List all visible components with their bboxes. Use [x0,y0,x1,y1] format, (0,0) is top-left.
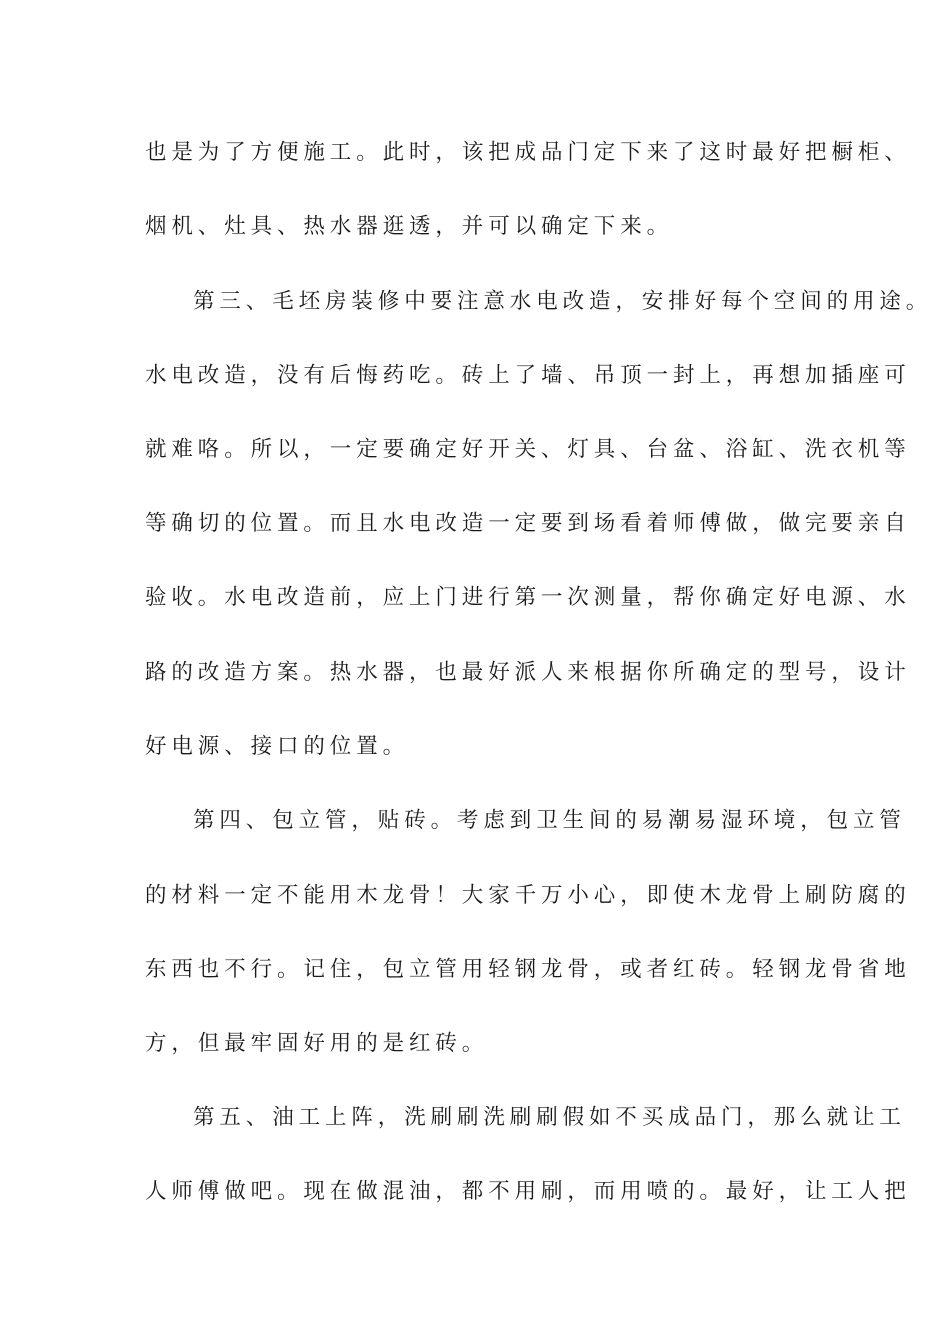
text-line-15: 人师傅做吧。现在做混油，都不用刷，而用喷的。最好，让工人把 [145,1179,911,1204]
text-line-12: 东西也不行。记住，包立管用轻钢龙骨，或者红砖。轻钢龙骨省地 [145,957,911,982]
paragraph-5-start: 第五、油工上阵，洗刷刷洗刷刷假如不买成品门，那么就让工 [193,1105,906,1130]
text-line-4: 水电改造，没有后悔药吃。砖上了墙、吊顶一封上，再想加插座可 [145,363,911,388]
text-line-13: 方，但最牢固好用的是红砖。 [145,1031,489,1056]
text-line-11: 的材料一定不能用木龙骨！大家千万小心，即使木龙骨上刷防腐的 [145,883,911,908]
paragraph-4-start: 第四、包立管，贴砖。考虑到卫生间的易潮易湿环境，包立管 [193,808,906,833]
paragraph-3-start: 第三、毛坯房装修中要注意水电改造，安排好每个空间的用途。 [193,289,933,314]
text-line-9: 好电源、接口的位置。 [145,734,410,759]
text-line-1: 也是为了方便施工。此时，该把成品门定下来了这时最好把橱柜、 [145,140,911,165]
text-line-7: 验收。水电改造前，应上门进行第一次测量，帮你确定好电源、水 [145,585,911,610]
text-line-6: 等确切的位置。而且水电改造一定要到场看着师傅做，做完要亲自 [145,511,911,536]
text-line-2: 烟机、灶具、热水器逛透，并可以确定下来。 [145,214,674,239]
text-line-5: 就难咯。所以，一定要确定好开关、灯具、台盆、浴缸、洗衣机等 [145,437,911,462]
text-line-8: 路的改造方案。热水器，也最好派人来根据你所确定的型号，设计 [145,660,911,685]
